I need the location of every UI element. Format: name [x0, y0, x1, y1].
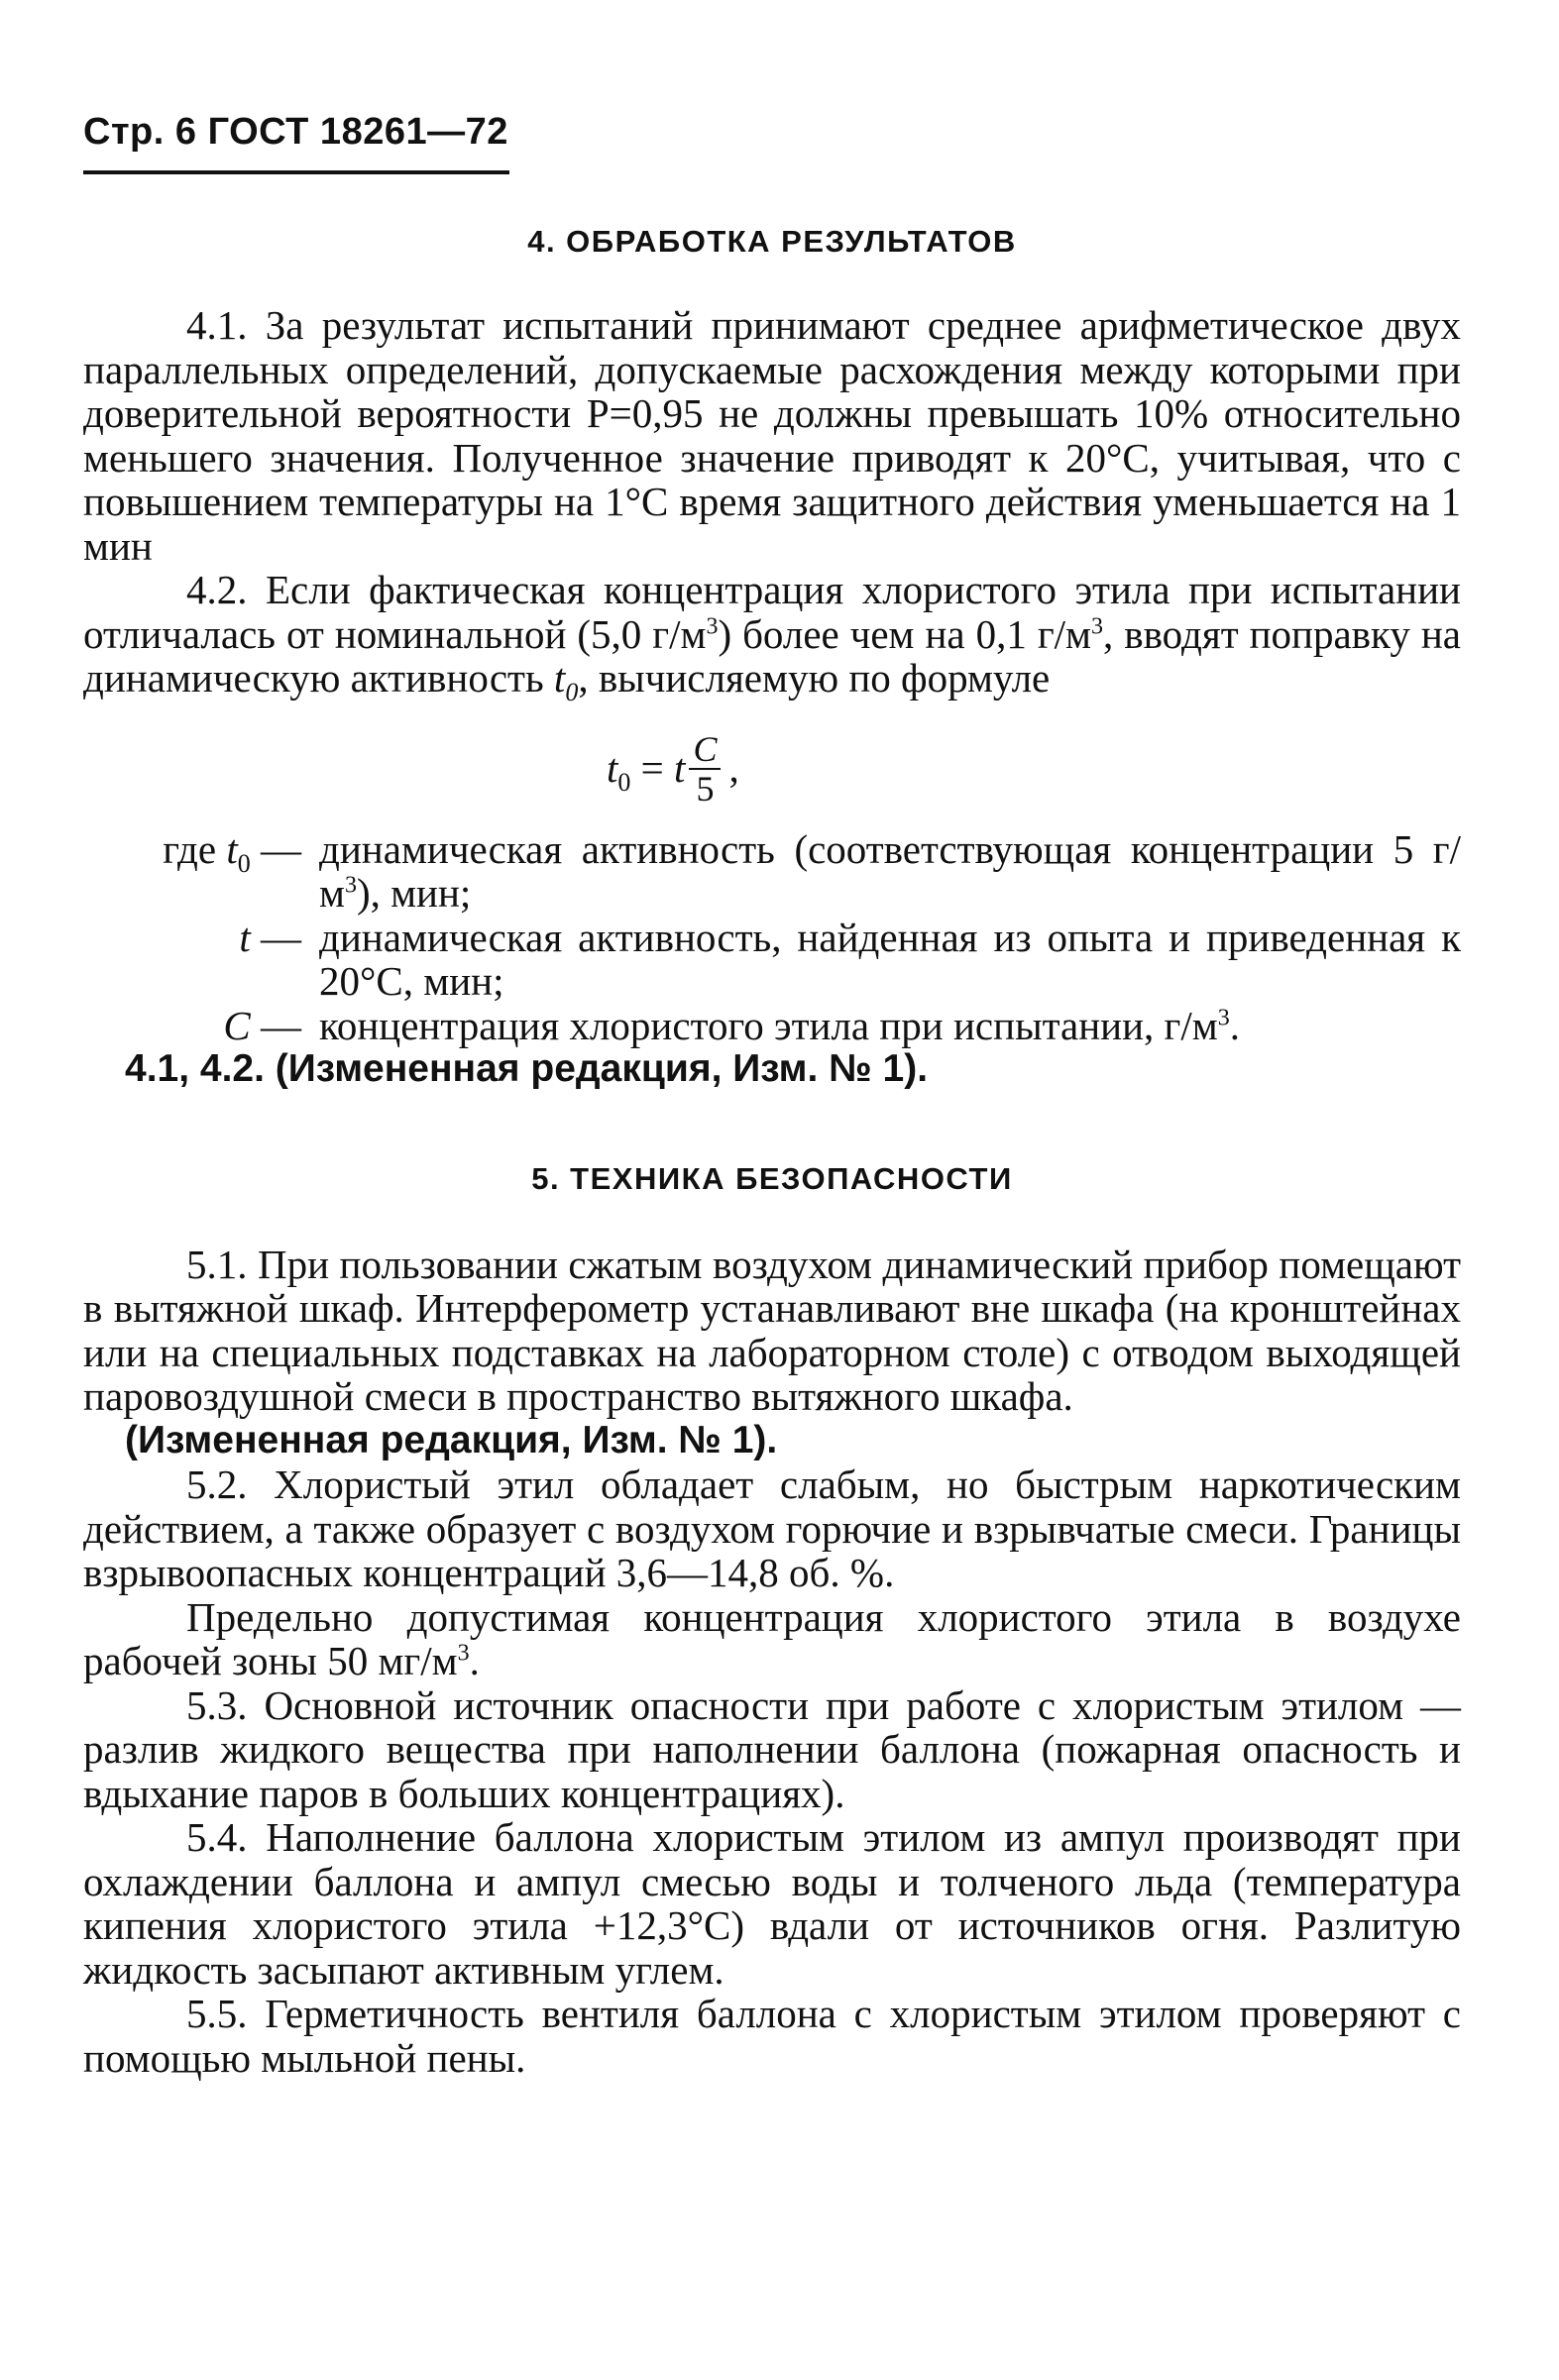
section-4-title: 4. ОБРАБОТКА РЕЗУЛЬТАТОВ	[527, 224, 1017, 259]
paragraph-4-2	[83, 567, 1461, 707]
paragraph-5-5: 5.5. Герметичность вентиля баллона с хлористым этилом проверяют с помощью мыльной пены.	[83, 1991, 1461, 2081]
legend-definition-t0: динамическая активность (соответствующая концентрации 5 $г/м^3$), мин;	[319, 825, 1461, 916]
paragraph-4-1: 4.1. За результат испытаний принимают среднее арифметическое двух параллельных определений, допускаемые расхождения между которыми при доверительной вероятности Р=0,95 не должны превышать 10% относительно меньшего значения. Полученное значение приводят к 20°С, учитывая, что с повышением температуры на 1°С время защитного действия уменьшается на 1 мин	[83, 302, 1461, 569]
revision-note-4: 4.1, 4.2. (Измененная редакция, Изм. № 1).	[125, 1047, 929, 1090]
paragraph-4-2-part-c: , вводят поправку на динамическую активность	[83, 610, 1461, 701]
formula-comma: ,	[728, 745, 739, 792]
formula-block	[83, 712, 1461, 821]
section-5-title: 5. ТЕХНИКА БЕЗОПАСНОСТИ	[531, 1160, 1013, 1196]
paragraph-4-2-part-d: , вычисляемую по формуле	[578, 655, 1051, 701]
superscript-3: 3	[1090, 612, 1103, 639]
legend-term-t: t —	[239, 914, 301, 960]
revision-note-5: (Измененная редакция, Изм. № 1).	[125, 1418, 778, 1461]
legend-term-t0: где $t_0$ —	[163, 825, 301, 878]
legend-term-c: C —	[223, 1002, 301, 1048]
fraction-numerator: C	[689, 730, 721, 770]
paragraph-4-2-part-b: ) более чем на 0,1 г/м	[718, 610, 1091, 657]
formula-lhs: $t_0$	[607, 745, 631, 798]
formula-legend	[83, 827, 1461, 1048]
running-header: Стр. 6 ГОСТ 18261—72	[83, 111, 508, 153]
legend-definition-c: концентрация хлористого этила при испытании, $г/м^3$.	[319, 1002, 1240, 1048]
legend-definition-t: динамическая активность, найденная из опыта и приведенная к 20°С, мин;	[319, 914, 1461, 1004]
paragraph-5-3: 5.3. Основной источник опасности при работе с хлористым этилом — разлив жидкого вещества при наполнении баллона (пожарная опасность и вдыхание паров в больших концентрациях).	[83, 1681, 1461, 1816]
paragraph-4-2-part-a: 4.2. Если фактическая концентрация хлористого этила при испытании отличалась от номинальной (5,0 г/м	[83, 567, 1461, 657]
formula-equals: =	[630, 745, 675, 792]
formula-fraction	[689, 730, 721, 808]
fraction-denominator: 5	[696, 768, 715, 809]
paragraph-5-2-continuation: Предельно допустимая концентрация хлористого этила в воздухе рабочей зоны 50 $мг/м^3$.	[83, 1593, 1461, 1683]
paragraph-5-1: 5.1. При пользовании сжатым воздухом динамический прибор помещают в вытяжной шкаф. Интерферометр устанавливают вне шкафа (на кронштейнах или на специальных подставках на лабораторном столе) с отводом выходящей паровоздушной смеси в пространство вытяжного шкафа.	[83, 1241, 1461, 1419]
formula-t: t	[674, 745, 686, 792]
page-content	[83, 220, 1461, 2080]
header-rule	[83, 170, 509, 174]
paragraph-5-2: 5.2. Хлористый этил обладает слабым, но быстрым наркотическим действием, а также образует с воздухом горючие и взрывчатые смеси. Границы взрывоопасных концентраций 3,6—14,8 об. %.	[83, 1461, 1461, 1595]
formula	[607, 730, 739, 808]
paragraph-5-4: 5.4. Наполнение баллона хлористым этилом из ампул производят при охлаждении баллона и ампул смесью воды и толченого льда (температура кипения хлористого этила +12,3°С) вдали от источников огня. Разлитую жидкость засыпают активным углем.	[83, 1814, 1461, 1993]
t0-symbol: $t_0$	[553, 655, 579, 707]
superscript-3: 3	[706, 612, 719, 639]
